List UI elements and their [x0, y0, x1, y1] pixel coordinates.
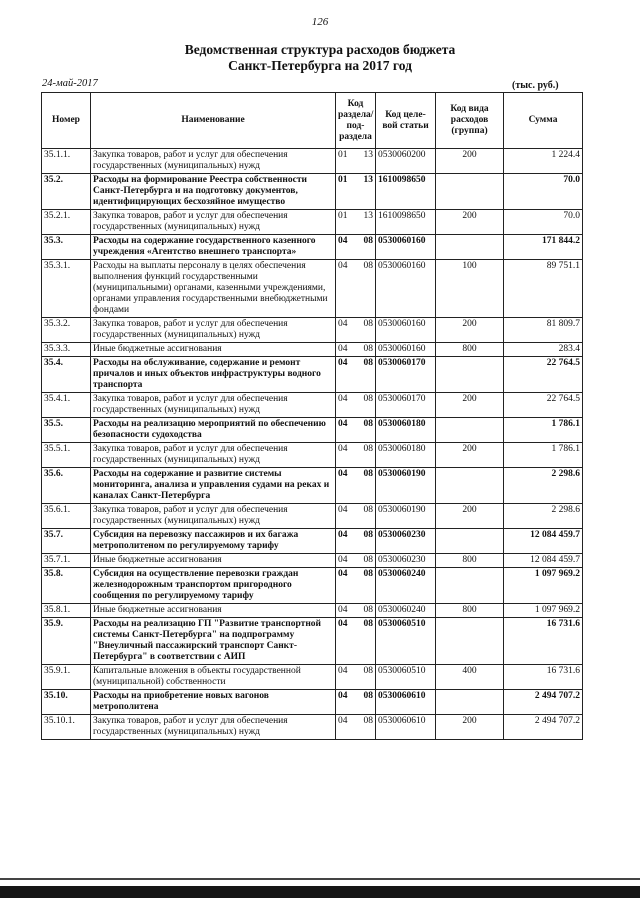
table-row: [42, 318, 583, 343]
table-body: [42, 149, 583, 740]
row-sum: 1 786.1: [504, 418, 583, 443]
row-section: 04: [336, 690, 358, 715]
row-number: 35.7.1.: [42, 554, 91, 568]
table-row: [42, 174, 583, 210]
row-number: 35.8.: [42, 568, 91, 604]
row-number: 35.5.1.: [42, 443, 91, 468]
table-row: [42, 554, 583, 568]
row-name: Иные бюджетные ассигнования: [91, 554, 336, 568]
row-subsection: 08: [358, 690, 376, 715]
row-name: Закупка товаров, работ и услуг для обеспечения государственных (муниципальных) нужд: [91, 393, 336, 418]
row-sum: 81 809.7: [504, 318, 583, 343]
row-group-code: [436, 618, 504, 665]
row-section: 01: [336, 174, 358, 210]
row-group-code: 100: [436, 260, 504, 318]
scan-edge-line: [0, 878, 640, 880]
row-subsection: 13: [358, 174, 376, 210]
row-number: 35.7.: [42, 529, 91, 554]
row-target-code: 0530060160: [376, 343, 436, 357]
row-name: Расходы на реализацию мероприятий по обеспечению безопасности судоходства: [91, 418, 336, 443]
table-row: [42, 665, 583, 690]
row-target-code: 0530060510: [376, 665, 436, 690]
row-target-code: 0530060160: [376, 318, 436, 343]
row-number: 35.3.3.: [42, 343, 91, 357]
row-group-code: 800: [436, 554, 504, 568]
row-name: Иные бюджетные ассигнования: [91, 343, 336, 357]
table-row: [42, 604, 583, 618]
row-section: 04: [336, 393, 358, 418]
budget-table: [41, 92, 583, 740]
row-subsection: 13: [358, 210, 376, 235]
row-group-code: [436, 529, 504, 554]
row-group-code: [436, 690, 504, 715]
table-row: [42, 418, 583, 443]
row-section: 04: [336, 554, 358, 568]
row-group-code: 200: [436, 715, 504, 740]
row-subsection: 08: [358, 604, 376, 618]
row-group-code: [436, 235, 504, 260]
header-sum: Сумма: [504, 93, 583, 149]
row-subsection: 08: [358, 418, 376, 443]
row-group-code: 200: [436, 504, 504, 529]
row-sum: 1 786.1: [504, 443, 583, 468]
row-group-code: 200: [436, 210, 504, 235]
row-target-code: 0530060230: [376, 529, 436, 554]
row-section: 04: [336, 260, 358, 318]
scan-bottom-bar: [0, 886, 640, 898]
row-name: Иные бюджетные ассигнования: [91, 604, 336, 618]
table-row: [42, 715, 583, 740]
row-sum: 89 751.1: [504, 260, 583, 318]
row-name: Расходы на формирование Реестра собственности Санкт-Петербурга и на подготовку документов, идентифицирующих бесхозяйное имущество: [91, 174, 336, 210]
table-row: [42, 210, 583, 235]
table-row: [42, 618, 583, 665]
document-date: 24-май-2017: [42, 78, 98, 89]
row-sum: 2 298.6: [504, 504, 583, 529]
row-group-code: 800: [436, 604, 504, 618]
row-subsection: 08: [358, 260, 376, 318]
table-row: [42, 504, 583, 529]
row-subsection: 13: [358, 149, 376, 174]
row-sum: 283.4: [504, 343, 583, 357]
row-name: Расходы на приобретение новых вагонов метрополитена: [91, 690, 336, 715]
row-group-code: [436, 468, 504, 504]
row-name: Расходы на содержание государственного казенного учреждения «Агентство внешнего транспорта»: [91, 235, 336, 260]
row-target-code: 1610098650: [376, 210, 436, 235]
row-sum: 70.0: [504, 174, 583, 210]
row-section: 04: [336, 529, 358, 554]
row-subsection: 08: [358, 665, 376, 690]
row-group-code: [436, 357, 504, 393]
row-number: 35.3.2.: [42, 318, 91, 343]
table-row: [42, 343, 583, 357]
row-group-code: [436, 174, 504, 210]
row-subsection: 08: [358, 504, 376, 529]
row-target-code: 0530060230: [376, 554, 436, 568]
row-sum: 1 097 969.2: [504, 568, 583, 604]
row-subsection: 08: [358, 618, 376, 665]
row-group-code: 200: [436, 443, 504, 468]
row-name: Закупка товаров, работ и услуг для обеспечения государственных (муниципальных) нужд: [91, 149, 336, 174]
row-name: Закупка товаров, работ и услуг для обеспечения государственных (муниципальных) нужд: [91, 504, 336, 529]
table-row: [42, 529, 583, 554]
row-number: 35.6.1.: [42, 504, 91, 529]
row-subsection: 08: [358, 393, 376, 418]
row-name: Расходы на обслуживание, содержание и ремонт причалов и иных объектов инфраструктуры водного транспорта: [91, 357, 336, 393]
header-name: Наименование: [91, 93, 336, 149]
header-number: Номер: [42, 93, 91, 149]
row-sum: 12 084 459.7: [504, 529, 583, 554]
row-name: Субсидия на перевозку пассажиров и их багажа метрополитеном по регулируемому тарифу: [91, 529, 336, 554]
row-number: 35.10.1.: [42, 715, 91, 740]
row-section: 04: [336, 618, 358, 665]
row-name: Закупка товаров, работ и услуг для обеспечения государственных (муниципальных) нужд: [91, 318, 336, 343]
table-row: [42, 393, 583, 418]
row-sum: 70.0: [504, 210, 583, 235]
row-section: 04: [336, 235, 358, 260]
row-number: 35.5.: [42, 418, 91, 443]
row-name: Капитальные вложения в объекты государственной (муниципальной) собственности: [91, 665, 336, 690]
row-subsection: 08: [358, 357, 376, 393]
table-row: [42, 357, 583, 393]
row-section: 01: [336, 149, 358, 174]
row-name: Расходы на выплаты персоналу в целях обеспечения выполнения функций государственными (муниципальными) органами, казенными учреждениями, органами управления государственными внебюджетными фондами: [91, 260, 336, 318]
row-target-code: 0530060160: [376, 260, 436, 318]
header-group: Код вида расходов (группа): [436, 93, 504, 149]
row-section: 04: [336, 568, 358, 604]
table-row: [42, 568, 583, 604]
row-section: 04: [336, 468, 358, 504]
row-number: 35.10.: [42, 690, 91, 715]
row-sum: 22 764.5: [504, 393, 583, 418]
table-row: [42, 690, 583, 715]
row-target-code: 0530060180: [376, 443, 436, 468]
row-number: 35.9.: [42, 618, 91, 665]
table-row: [42, 260, 583, 318]
row-target-code: 0530060510: [376, 618, 436, 665]
row-number: 35.4.: [42, 357, 91, 393]
table-row: [42, 443, 583, 468]
row-subsection: 08: [358, 443, 376, 468]
row-target-code: 0530060170: [376, 393, 436, 418]
header-section: Код раздела/ под- раздела: [336, 93, 376, 149]
row-target-code: 0530060240: [376, 604, 436, 618]
row-target-code: 0530060200: [376, 149, 436, 174]
row-number: 35.3.1.: [42, 260, 91, 318]
row-number: 35.6.: [42, 468, 91, 504]
row-section: 04: [336, 343, 358, 357]
row-group-code: [436, 568, 504, 604]
row-sum: 2 494 707.2: [504, 690, 583, 715]
row-sum: 22 764.5: [504, 357, 583, 393]
row-group-code: 200: [436, 318, 504, 343]
row-subsection: 08: [358, 568, 376, 604]
row-group-code: 800: [436, 343, 504, 357]
row-subsection: 08: [358, 529, 376, 554]
row-name: Субсидия на осуществление перевозки граждан железнодорожным транспортом пригородного сообщения по регулируемому тарифу: [91, 568, 336, 604]
row-number: 35.8.1.: [42, 604, 91, 618]
row-section: 01: [336, 210, 358, 235]
row-name: Закупка товаров, работ и услуг для обеспечения государственных (муниципальных) нужд: [91, 715, 336, 740]
row-section: 04: [336, 665, 358, 690]
row-group-code: 400: [436, 665, 504, 690]
header-target: Код целе- вой статьи: [376, 93, 436, 149]
row-target-code: 0530060160: [376, 235, 436, 260]
title-line-1: Ведомственная структура расходов бюджета: [184, 42, 456, 57]
table-row: [42, 149, 583, 174]
row-name: Закупка товаров, работ и услуг для обеспечения государственных (муниципальных) нужд: [91, 210, 336, 235]
row-target-code: 0530060180: [376, 418, 436, 443]
row-sum: 16 731.6: [504, 665, 583, 690]
row-section: 04: [336, 715, 358, 740]
row-name: Закупка товаров, работ и услуг для обеспечения государственных (муниципальных) нужд: [91, 443, 336, 468]
row-subsection: 08: [358, 235, 376, 260]
page-number: 126: [311, 16, 329, 28]
row-sum: 1 097 969.2: [504, 604, 583, 618]
row-name: Расходы на содержание и развитие системы мониторинга, анализа и управления судами на реках и каналах Санкт-Петербурга: [91, 468, 336, 504]
row-subsection: 08: [358, 318, 376, 343]
row-sum: 2 298.6: [504, 468, 583, 504]
title-line-2: Санкт-Петербурга на 2017 год: [228, 58, 412, 73]
row-target-code: 0530060190: [376, 504, 436, 529]
row-sum: 12 084 459.7: [504, 554, 583, 568]
row-sum: 16 731.6: [504, 618, 583, 665]
row-section: 04: [336, 318, 358, 343]
row-group-code: 200: [436, 393, 504, 418]
row-sum: 1 224.4: [504, 149, 583, 174]
table-row: [42, 468, 583, 504]
row-name: Расходы на реализацию ГП "Развитие транспортной системы Санкт-Петербурга" на подпрограмму "Внеуличный пассажирский транспорт Санкт-Петербурга" в соответствии с АИП: [91, 618, 336, 665]
row-target-code: 0530060610: [376, 715, 436, 740]
currency-unit: (тыс. руб.): [512, 80, 559, 91]
row-subsection: 08: [358, 343, 376, 357]
table-header-row: [42, 93, 583, 149]
row-number: 35.3.: [42, 235, 91, 260]
row-subsection: 08: [358, 554, 376, 568]
row-target-code: 0530060240: [376, 568, 436, 604]
row-group-code: [436, 418, 504, 443]
row-section: 04: [336, 443, 358, 468]
row-sum: 2 494 707.2: [504, 715, 583, 740]
row-number: 35.9.1.: [42, 665, 91, 690]
row-number: 35.2.: [42, 174, 91, 210]
row-target-code: 0530060190: [376, 468, 436, 504]
row-section: 04: [336, 418, 358, 443]
row-target-code: 1610098650: [376, 174, 436, 210]
document-title: [0, 42, 640, 74]
row-number: 35.2.1.: [42, 210, 91, 235]
row-target-code: 0530060610: [376, 690, 436, 715]
row-number: 35.4.1.: [42, 393, 91, 418]
row-subsection: 08: [358, 468, 376, 504]
table-row: [42, 235, 583, 260]
row-section: 04: [336, 604, 358, 618]
row-subsection: 08: [358, 715, 376, 740]
row-target-code: 0530060170: [376, 357, 436, 393]
row-number: 35.1.1.: [42, 149, 91, 174]
row-group-code: 200: [436, 149, 504, 174]
row-section: 04: [336, 357, 358, 393]
row-sum: 171 844.2: [504, 235, 583, 260]
row-section: 04: [336, 504, 358, 529]
